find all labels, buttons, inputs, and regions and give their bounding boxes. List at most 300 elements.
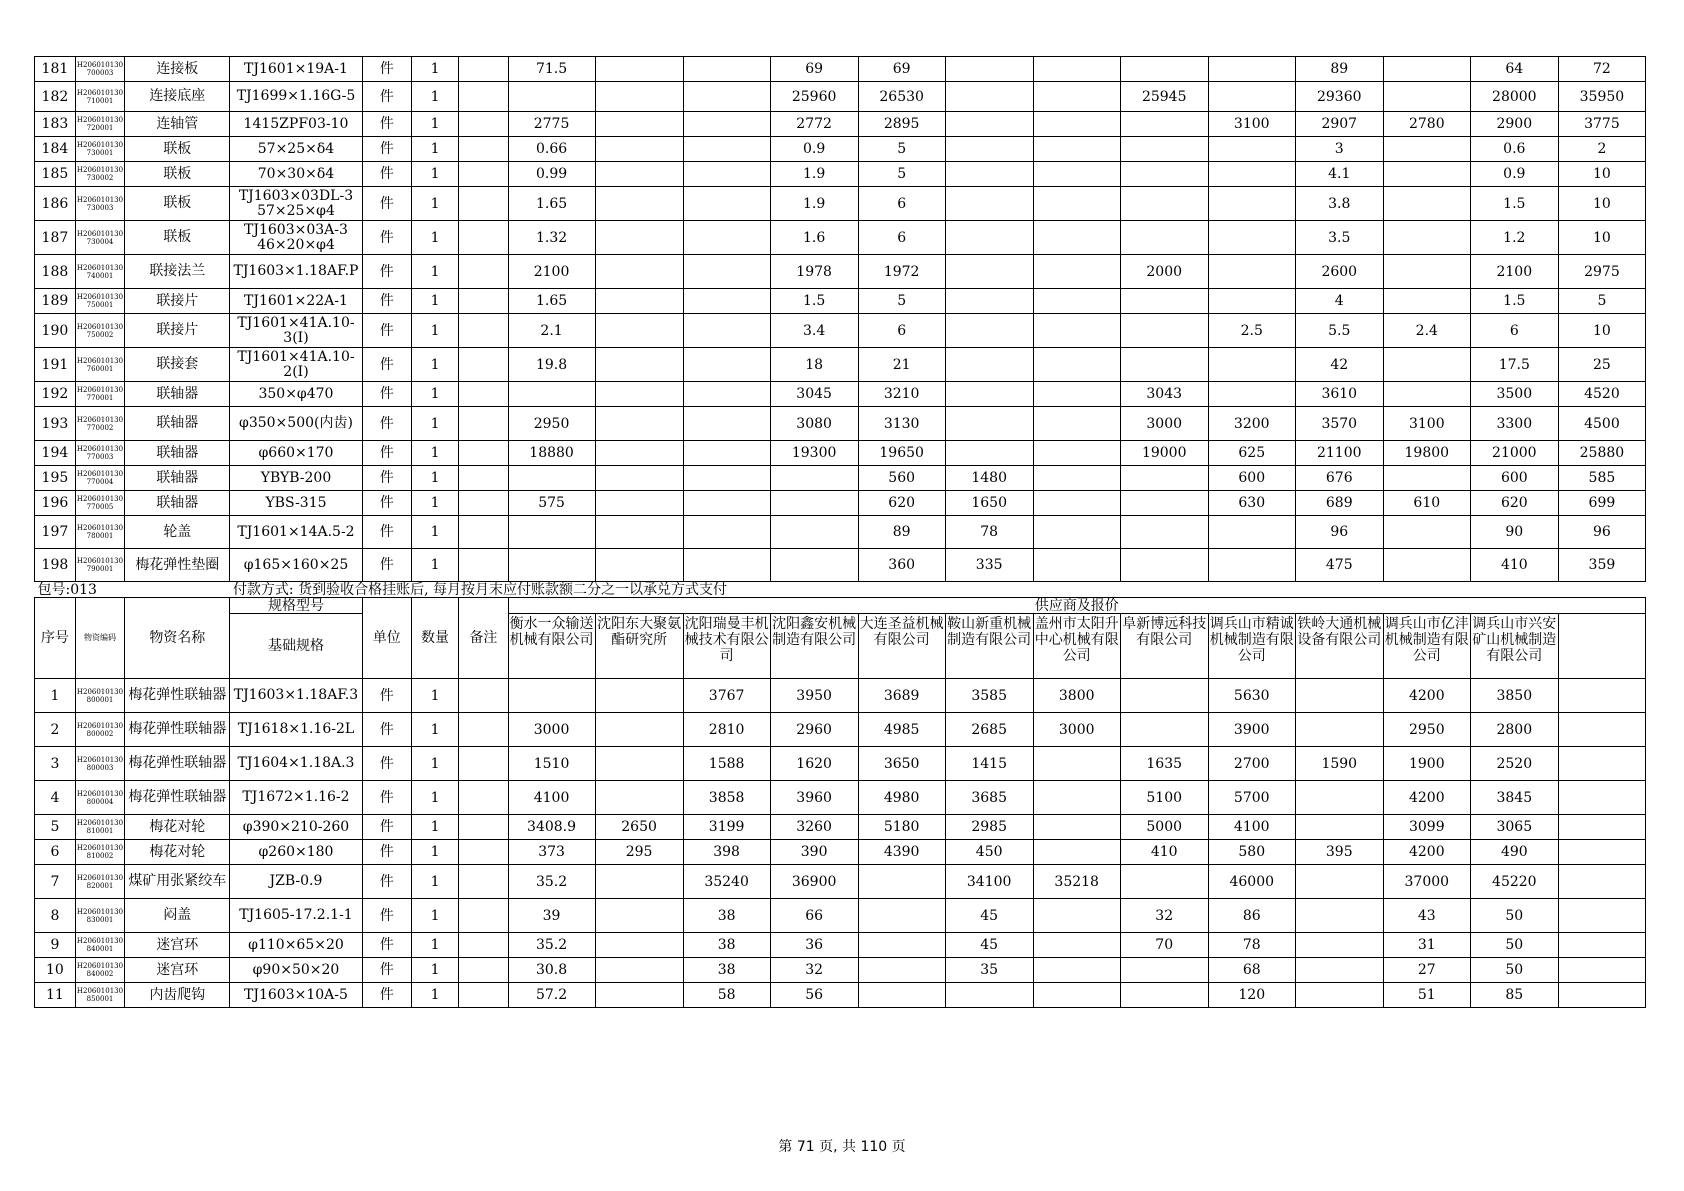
spec: YBYB-200 [230, 466, 362, 491]
price-cell: 2800 [1470, 713, 1558, 747]
table-row [35, 289, 1646, 314]
supplier-name: 盖州市太阳升中心机械有限公司 [1033, 614, 1120, 679]
price-cell [945, 983, 1033, 1008]
top-rows [35, 57, 1646, 582]
price-cell: 585 [1558, 466, 1645, 491]
price-cell [1383, 289, 1470, 314]
price-cell: 3845 [1470, 781, 1558, 815]
price-cell: 35 [945, 958, 1033, 983]
price-cell [1033, 407, 1120, 441]
spec: TJ1601×22A-1 [230, 289, 362, 314]
quantity: 1 [411, 255, 458, 289]
price-cell: 2960 [770, 713, 858, 747]
table-row [35, 933, 1646, 958]
quantity: 1 [411, 162, 458, 187]
price-cell [1120, 187, 1208, 221]
blank-cell [1558, 747, 1645, 781]
price-cell [1120, 679, 1208, 713]
material-name: 联板 [125, 137, 230, 162]
price-cell: 1.5 [1470, 187, 1558, 221]
price-cell [683, 289, 770, 314]
header-no: 序号 [35, 598, 76, 679]
price-cell: 50 [1470, 899, 1558, 933]
unit: 件 [362, 840, 411, 865]
price-cell: 4200 [1383, 781, 1470, 815]
price-cell: 5 [858, 162, 945, 187]
row-number: 197 [35, 516, 76, 549]
material-code: H206010130840002 [75, 958, 124, 983]
row-number: 190 [35, 314, 76, 348]
price-cell [1295, 781, 1383, 815]
price-cell [683, 466, 770, 491]
price-cell [1120, 713, 1208, 747]
price-cell [858, 983, 945, 1008]
material-name: 联轴器 [125, 382, 230, 407]
price-cell: 3689 [858, 679, 945, 713]
unit: 件 [362, 747, 411, 781]
note [459, 466, 508, 491]
price-cell: 610 [1383, 491, 1470, 516]
material-code: H206010130730001 [75, 137, 124, 162]
note [459, 314, 508, 348]
price-cell: 395 [1295, 840, 1383, 865]
price-cell: 360 [858, 549, 945, 582]
price-cell: 3858 [683, 781, 770, 815]
price-cell: 3570 [1295, 407, 1383, 441]
unit: 件 [362, 466, 411, 491]
row-number: 192 [35, 382, 76, 407]
price-cell: 2 [1558, 137, 1645, 162]
row-number: 7 [35, 865, 76, 899]
price-cell [945, 348, 1033, 382]
quantity: 1 [411, 549, 458, 582]
price-cell [1120, 516, 1208, 549]
price-cell: 51 [1383, 983, 1470, 1008]
table-row [35, 382, 1646, 407]
supplier-name: 沈阳瑞曼丰机械技术有限公司 [683, 614, 770, 679]
price-cell: 6 [858, 314, 945, 348]
price-cell: 38 [683, 899, 770, 933]
price-cell [1383, 348, 1470, 382]
material-code: H206010130730003 [75, 187, 124, 221]
unit: 件 [362, 865, 411, 899]
spec: 1415ZPF03-10 [230, 112, 362, 137]
material-code: H206010130800002 [75, 713, 124, 747]
table-row [35, 516, 1646, 549]
supplier-name: 阜新博远科技有限公司 [1120, 614, 1208, 679]
price-cell [595, 466, 683, 491]
price-cell [595, 112, 683, 137]
row-number: 182 [35, 82, 76, 112]
table-row [35, 348, 1646, 382]
price-cell: 4200 [1383, 679, 1470, 713]
price-cell [1120, 549, 1208, 582]
unit: 件 [362, 382, 411, 407]
price-cell: 3408.9 [508, 815, 595, 840]
table-row [35, 221, 1646, 255]
price-cell: 3000 [1033, 713, 1120, 747]
quantity: 1 [411, 747, 458, 781]
price-cell [1033, 221, 1120, 255]
price-cell: 39 [508, 899, 595, 933]
price-cell: 21000 [1470, 441, 1558, 466]
table-row [35, 314, 1646, 348]
price-cell: 676 [1295, 466, 1383, 491]
price-cell [945, 255, 1033, 289]
price-cell: 18 [770, 348, 858, 382]
quantity: 1 [411, 82, 458, 112]
price-cell [1120, 289, 1208, 314]
price-cell [683, 382, 770, 407]
price-cell [1033, 314, 1120, 348]
note [459, 348, 508, 382]
price-cell: 46000 [1208, 865, 1295, 899]
price-cell: 35.2 [508, 933, 595, 958]
page-footer: 第 71 页, 共 110 页 [778, 1139, 906, 1155]
price-cell [1120, 314, 1208, 348]
price-cell [683, 516, 770, 549]
price-cell [1033, 289, 1120, 314]
price-cell: 2.5 [1208, 314, 1295, 348]
price-cell [1033, 82, 1120, 112]
price-cell: 2775 [508, 112, 595, 137]
header-spec: 基础规格 [230, 614, 362, 679]
price-cell: 475 [1295, 549, 1383, 582]
price-cell: 3585 [945, 679, 1033, 713]
price-cell [945, 382, 1033, 407]
price-cell: 96 [1558, 516, 1645, 549]
row-number: 3 [35, 747, 76, 781]
price-cell: 3300 [1470, 407, 1558, 441]
quantity: 1 [411, 407, 458, 441]
table-row [35, 112, 1646, 137]
row-number: 183 [35, 112, 76, 137]
note [459, 899, 508, 933]
price-cell: 4520 [1558, 382, 1645, 407]
price-cell [683, 112, 770, 137]
price-cell: 3210 [858, 382, 945, 407]
price-cell [683, 162, 770, 187]
price-cell: 1972 [858, 255, 945, 289]
header-unit: 单位 [362, 598, 411, 679]
price-cell: 72 [1558, 57, 1645, 82]
price-cell [945, 314, 1033, 348]
price-cell: 390 [770, 840, 858, 865]
material-code: H206010130730002 [75, 162, 124, 187]
material-code: H206010130810002 [75, 840, 124, 865]
row-number: 195 [35, 466, 76, 491]
price-cell [770, 491, 858, 516]
price-cell [1383, 137, 1470, 162]
unit: 件 [362, 899, 411, 933]
blank-header-cell [1558, 614, 1645, 679]
supplier-name: 沈阳东大聚氨酯研究所 [595, 614, 683, 679]
material-code: H206010130770005 [75, 491, 124, 516]
table-row [35, 865, 1646, 899]
price-cell: 1588 [683, 747, 770, 781]
material-name: 连接板 [125, 57, 230, 82]
price-cell: 26530 [858, 82, 945, 112]
material-name: 梅花弹性联轴器 [125, 747, 230, 781]
price-cell: 10 [1558, 221, 1645, 255]
price-cell: 2895 [858, 112, 945, 137]
material-name: 连轴管 [125, 112, 230, 137]
price-cell [508, 516, 595, 549]
spec: 57×25×δ4 [230, 137, 362, 162]
price-cell: 600 [1208, 466, 1295, 491]
material-code: H206010130750002 [75, 314, 124, 348]
price-cell: 35218 [1033, 865, 1120, 899]
price-cell: 295 [595, 840, 683, 865]
price-cell: 2650 [595, 815, 683, 840]
material-name: 联板 [125, 221, 230, 255]
unit: 件 [362, 137, 411, 162]
quantity: 1 [411, 187, 458, 221]
material-name: 联板 [125, 162, 230, 187]
price-cell: 3045 [770, 382, 858, 407]
unit: 件 [362, 933, 411, 958]
price-cell [945, 187, 1033, 221]
price-cell: 1.32 [508, 221, 595, 255]
table-row [35, 407, 1646, 441]
price-cell: 3 [1295, 137, 1383, 162]
price-cell: 18880 [508, 441, 595, 466]
header-qty: 数量 [411, 598, 458, 679]
price-cell: 4985 [858, 713, 945, 747]
price-cell: 1635 [1120, 747, 1208, 781]
table-row [35, 983, 1646, 1008]
unit: 件 [362, 82, 411, 112]
price-cell: 1978 [770, 255, 858, 289]
price-cell [508, 549, 595, 582]
package-label: 包号:013 [35, 582, 230, 598]
price-cell: 689 [1295, 491, 1383, 516]
price-cell: 5100 [1120, 781, 1208, 815]
unit: 件 [362, 958, 411, 983]
material-name: 联轴器 [125, 466, 230, 491]
price-cell [683, 407, 770, 441]
row-number: 191 [35, 348, 76, 382]
price-cell: 1.65 [508, 289, 595, 314]
price-cell: 4390 [858, 840, 945, 865]
price-cell: 2900 [1470, 112, 1558, 137]
price-cell: 68 [1208, 958, 1295, 983]
price-cell [1120, 466, 1208, 491]
price-cell: 28000 [1470, 82, 1558, 112]
material-name: 连接底座 [125, 82, 230, 112]
note [459, 187, 508, 221]
price-cell [508, 679, 595, 713]
price-cell: 3043 [1120, 382, 1208, 407]
material-code: H206010130760001 [75, 348, 124, 382]
note [459, 82, 508, 112]
table-row [35, 815, 1646, 840]
price-cell [1033, 781, 1120, 815]
note [459, 840, 508, 865]
row-number: 10 [35, 958, 76, 983]
price-cell: 2700 [1208, 747, 1295, 781]
material-code: H206010130800003 [75, 747, 124, 781]
quantity: 1 [411, 441, 458, 466]
price-cell: 0.6 [1470, 137, 1558, 162]
price-cell [1033, 958, 1120, 983]
price-cell: 0.66 [508, 137, 595, 162]
note [459, 221, 508, 255]
price-cell [1033, 815, 1120, 840]
supplier-name: 大连圣益机械有限公司 [858, 614, 945, 679]
price-cell [1033, 899, 1120, 933]
material-name: 轮盖 [125, 516, 230, 549]
price-cell [1120, 348, 1208, 382]
price-cell: 2907 [1295, 112, 1383, 137]
material-name: 内齿爬钩 [125, 983, 230, 1008]
price-cell [770, 549, 858, 582]
price-cell: 70 [1120, 933, 1208, 958]
note [459, 983, 508, 1008]
price-cell [508, 382, 595, 407]
price-cell: 600 [1470, 466, 1558, 491]
price-cell [945, 57, 1033, 82]
table-row [35, 255, 1646, 289]
unit: 件 [362, 289, 411, 314]
spec: TJ1618×1.16-2L [230, 713, 362, 747]
price-cell: 5000 [1120, 815, 1208, 840]
price-cell: 10 [1558, 314, 1645, 348]
price-cell: 37000 [1383, 865, 1470, 899]
price-cell: 17.5 [1470, 348, 1558, 382]
price-cell [1033, 933, 1120, 958]
price-cell: 1.5 [1470, 289, 1558, 314]
spec: 70×30×δ4 [230, 162, 362, 187]
note [459, 747, 508, 781]
spec: φ660×170 [230, 441, 362, 466]
price-cell: 19300 [770, 441, 858, 466]
price-cell [1120, 958, 1208, 983]
price-cell [595, 958, 683, 983]
quantity: 1 [411, 815, 458, 840]
spec: φ90×50×20 [230, 958, 362, 983]
price-cell [945, 221, 1033, 255]
bottom-rows [35, 679, 1646, 1008]
price-cell: 3065 [1470, 815, 1558, 840]
quantity: 1 [411, 865, 458, 899]
price-cell: 5 [858, 137, 945, 162]
price-cell [595, 407, 683, 441]
price-cell: 2000 [1120, 255, 1208, 289]
price-cell: 1415 [945, 747, 1033, 781]
price-cell: 57.2 [508, 983, 595, 1008]
price-cell [595, 549, 683, 582]
price-cell [1033, 348, 1120, 382]
note [459, 441, 508, 466]
price-cell [1383, 516, 1470, 549]
price-cell: 3767 [683, 679, 770, 713]
quantity: 1 [411, 516, 458, 549]
price-cell: 19650 [858, 441, 945, 466]
price-cell [508, 82, 595, 112]
price-cell [1295, 899, 1383, 933]
material-name: 联轴器 [125, 407, 230, 441]
row-number: 187 [35, 221, 76, 255]
price-cell [1208, 137, 1295, 162]
unit: 件 [362, 348, 411, 382]
spec: TJ1601×14A.5-2 [230, 516, 362, 549]
price-cell: 1.5 [770, 289, 858, 314]
price-cell: 3099 [1383, 815, 1470, 840]
header-code: 物资编码 [75, 598, 124, 679]
material-code: H206010130800001 [75, 679, 124, 713]
price-cell: 42 [1295, 348, 1383, 382]
price-cell: 45 [945, 933, 1033, 958]
header-row-2 [35, 614, 1646, 679]
price-cell [1383, 255, 1470, 289]
price-cell [595, 187, 683, 221]
price-cell: 86 [1208, 899, 1295, 933]
table-row [35, 679, 1646, 713]
quantity: 1 [411, 491, 458, 516]
price-cell [595, 82, 683, 112]
price-cell [1033, 516, 1120, 549]
unit: 件 [362, 983, 411, 1008]
price-cell [1120, 137, 1208, 162]
unit: 件 [362, 815, 411, 840]
price-cell: 21100 [1295, 441, 1383, 466]
price-cell: 3100 [1383, 407, 1470, 441]
price-cell: 5 [858, 289, 945, 314]
price-cell [1208, 255, 1295, 289]
price-cell [683, 348, 770, 382]
price-cell: 90 [1470, 516, 1558, 549]
material-code: H206010130840001 [75, 933, 124, 958]
material-name: 迷宫环 [125, 958, 230, 983]
package-row [35, 582, 1646, 598]
price-cell: 5 [1558, 289, 1645, 314]
price-cell [683, 314, 770, 348]
price-cell: 66 [770, 899, 858, 933]
note [459, 713, 508, 747]
note [459, 255, 508, 289]
quantity: 1 [411, 958, 458, 983]
price-cell [1033, 466, 1120, 491]
note [459, 549, 508, 582]
price-cell [595, 221, 683, 255]
row-number: 9 [35, 933, 76, 958]
price-cell: 335 [945, 549, 1033, 582]
price-cell: 21 [858, 348, 945, 382]
price-cell: 25880 [1558, 441, 1645, 466]
table-row [35, 441, 1646, 466]
price-cell [595, 516, 683, 549]
payment-terms: 付款方式: 货到验收合格挂账后, 每月按月末应付账款额二分之一以承兑方式支付 [230, 582, 1646, 598]
table-row [35, 491, 1646, 516]
table-row [35, 162, 1646, 187]
price-cell: 0.9 [770, 137, 858, 162]
price-cell: 3500 [1470, 382, 1558, 407]
price-cell: 19.8 [508, 348, 595, 382]
price-cell [595, 57, 683, 82]
material-name: 联轴器 [125, 491, 230, 516]
quantity: 1 [411, 137, 458, 162]
row-number: 5 [35, 815, 76, 840]
blank-cell [1558, 933, 1645, 958]
price-cell [945, 137, 1033, 162]
price-cell [1033, 983, 1120, 1008]
unit: 件 [362, 441, 411, 466]
material-code: H206010130770002 [75, 407, 124, 441]
price-cell [595, 162, 683, 187]
material-name: 联板 [125, 187, 230, 221]
material-code: H206010130800004 [75, 781, 124, 815]
